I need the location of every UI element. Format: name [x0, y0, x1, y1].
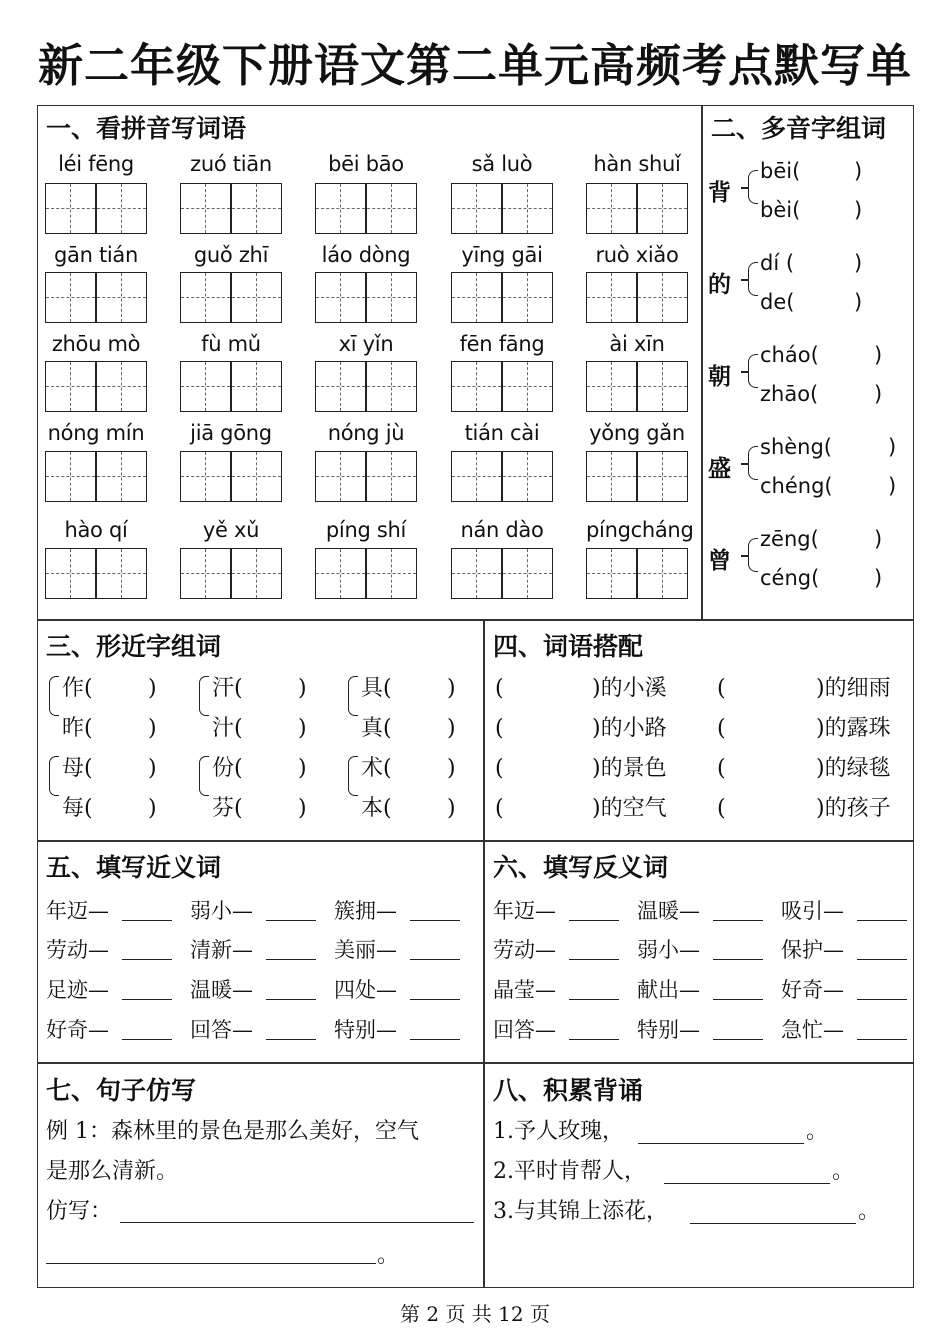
answer-blank[interactable]	[713, 959, 763, 960]
divider-h-2	[37, 840, 914, 842]
brace-tick-icon	[741, 555, 748, 557]
divider-v-s1s2	[701, 105, 703, 620]
answer-blank[interactable]	[122, 920, 172, 921]
answer-blank[interactable]	[122, 959, 172, 960]
grid-guide-line	[527, 184, 528, 233]
grid-guide-line	[340, 273, 341, 322]
paren-open: (	[495, 716, 504, 741]
paren-close: )	[854, 290, 863, 314]
polyphone-reading: zhāo(	[760, 382, 819, 406]
paren-close: )	[874, 382, 883, 406]
polyphone-reading: bēi(	[760, 159, 801, 183]
answer-blank[interactable]	[664, 1183, 830, 1184]
paren-open: (	[717, 716, 726, 741]
answer-blank[interactable]	[266, 1039, 316, 1040]
brace-icon	[748, 170, 758, 204]
polyphone-reading: dí (	[760, 251, 795, 275]
grid-guide-line	[316, 208, 416, 209]
writing-grid-box[interactable]	[180, 361, 282, 412]
end-mark: 。	[806, 1119, 829, 1144]
grid-guide-line	[611, 549, 612, 598]
grid-guide-line	[452, 573, 552, 574]
match-phrase: )的绿毯	[816, 756, 891, 781]
imitate-label: 仿写：	[46, 1199, 113, 1224]
answer-blank[interactable]	[122, 1039, 172, 1040]
similar-char: 本(	[361, 796, 392, 821]
page-title: 新二年级下册语文第二单元高频考点默写单	[37, 39, 912, 92]
pinyin-label: nóng jù	[327, 421, 405, 445]
polyphone-reading: chéng(	[760, 474, 833, 498]
answer-blank[interactable]	[638, 1143, 804, 1144]
writing-grid-box[interactable]	[45, 548, 147, 599]
paren-close: )	[874, 566, 883, 590]
match-phrase: )的细雨	[816, 676, 891, 701]
similar-char: 具(	[361, 676, 392, 701]
brace-icon	[748, 538, 758, 572]
answer-blank[interactable]	[713, 920, 763, 921]
grid-guide-line	[587, 297, 687, 298]
grid-guide-line	[587, 208, 687, 209]
end-mark: 。	[858, 1199, 881, 1224]
pinyin-label: láo dòng	[321, 243, 411, 267]
grid-guide-line	[587, 476, 687, 477]
similar-char: 真(	[361, 716, 392, 741]
answer-blank[interactable]	[713, 1039, 763, 1040]
writing-grid-box[interactable]	[180, 183, 282, 234]
match-phrase: )的露珠	[816, 716, 891, 741]
paren-open: (	[495, 676, 504, 701]
answer-blank[interactable]	[569, 920, 619, 921]
word-prompt: 劳动—	[46, 938, 109, 962]
writing-grid-box[interactable]	[451, 272, 553, 323]
example-sentence-line2: 是那么清新。	[46, 1159, 179, 1184]
section5-title: 五、填写近义词	[46, 853, 222, 882]
grid-guide-line	[611, 273, 612, 322]
grid-guide-line	[70, 452, 71, 501]
recitation-prompt: 3.与其锦上添花，	[493, 1199, 668, 1224]
pinyin-label: tián cài	[464, 421, 540, 445]
writing-grid-box[interactable]	[315, 548, 417, 599]
brace-icon	[748, 354, 758, 388]
paren-open: (	[717, 756, 726, 781]
paren-close: )	[888, 474, 897, 498]
brace-tick-icon	[741, 463, 748, 465]
word-prompt: 特别—	[637, 1018, 700, 1042]
grid-guide-line	[121, 273, 122, 322]
word-prompt: 保护—	[781, 938, 844, 962]
paren-close: )	[447, 716, 456, 741]
grid-guide-line	[316, 297, 416, 298]
divider-h-1	[37, 619, 914, 621]
answer-blank[interactable]	[713, 999, 763, 1000]
answer-blank[interactable]	[857, 999, 907, 1000]
writing-grid-box[interactable]	[586, 548, 688, 599]
grid-guide-line	[181, 573, 281, 574]
section2-title: 二、多音字组词	[711, 114, 887, 143]
writing-grid-box[interactable]	[180, 451, 282, 502]
grid-guide-line	[476, 452, 477, 501]
writing-grid-box[interactable]	[315, 183, 417, 234]
pinyin-label: ài xīn	[609, 332, 665, 356]
grid-guide-line	[340, 549, 341, 598]
brace-tick-icon	[741, 187, 748, 189]
grid-guide-line	[662, 184, 663, 233]
writing-grid-box[interactable]	[315, 272, 417, 323]
grid-guide-line	[181, 208, 281, 209]
grid-guide-line	[205, 273, 206, 322]
answer-blank[interactable]	[569, 1039, 619, 1040]
writing-grid-box[interactable]	[45, 272, 147, 323]
section6-title: 六、填写反义词	[493, 853, 669, 882]
paren-open: (	[495, 796, 504, 821]
match-phrase: )的小溪	[592, 676, 667, 701]
grid-guide-line	[611, 452, 612, 501]
polyphone-reading: de(	[760, 290, 795, 314]
grid-guide-line	[205, 549, 206, 598]
writing-grid-box[interactable]	[451, 183, 553, 234]
writing-grid-box[interactable]	[45, 183, 147, 234]
pinyin-label: zhōu mò	[51, 332, 141, 356]
match-phrase: )的景色	[592, 756, 667, 781]
pinyin-label: hào qí	[64, 518, 128, 542]
grid-guide-line	[256, 549, 257, 598]
brace-tick-icon	[741, 371, 748, 373]
grid-guide-line	[662, 362, 663, 411]
answer-blank[interactable]	[266, 959, 316, 960]
pinyin-label: yǒng gǎn	[589, 421, 685, 445]
grid-guide-line	[527, 549, 528, 598]
recitation-prompt: 1.予人玫瑰，	[493, 1119, 624, 1144]
section3-title: 三、形近字组词	[46, 632, 222, 661]
grid-guide-line	[46, 573, 146, 574]
word-prompt: 好奇—	[46, 1018, 109, 1042]
paren-open: (	[495, 756, 504, 781]
match-phrase: )的空气	[592, 796, 667, 821]
pinyin-label: léi fēng	[58, 152, 134, 176]
match-phrase: )的小路	[592, 716, 667, 741]
grid-guide-line	[181, 297, 281, 298]
grid-guide-line	[46, 208, 146, 209]
grid-guide-line	[476, 184, 477, 233]
paren-close: )	[148, 716, 157, 741]
writing-grid-box[interactable]	[586, 183, 688, 234]
grid-guide-line	[611, 362, 612, 411]
grid-guide-line	[316, 573, 416, 574]
pinyin-label: hàn shuǐ	[593, 152, 681, 176]
grid-guide-line	[181, 386, 281, 387]
grid-guide-line	[527, 452, 528, 501]
polyphone-char: 朝	[708, 363, 731, 390]
grid-guide-line	[316, 476, 416, 477]
brace-icon	[348, 756, 358, 796]
polyphone-char: 的	[708, 271, 731, 298]
grid-guide-line	[256, 184, 257, 233]
paren-close: )	[298, 796, 307, 821]
grid-guide-line	[476, 362, 477, 411]
word-prompt: 清新—	[190, 938, 253, 962]
grid-guide-line	[121, 362, 122, 411]
grid-guide-line	[476, 549, 477, 598]
similar-char: 术(	[361, 756, 392, 781]
imitate-blank-1[interactable]	[120, 1222, 474, 1223]
brace-icon	[199, 756, 209, 796]
grid-guide-line	[70, 273, 71, 322]
word-prompt: 劳动—	[493, 938, 556, 962]
pinyin-label: fù mǔ	[201, 332, 261, 356]
grid-guide-line	[391, 452, 392, 501]
divider-h-3	[37, 1062, 914, 1064]
word-prompt: 四处—	[334, 978, 397, 1002]
paren-close: )	[874, 343, 883, 367]
grid-guide-line	[70, 362, 71, 411]
grid-guide-line	[256, 362, 257, 411]
grid-guide-line	[121, 452, 122, 501]
grid-guide-line	[181, 476, 281, 477]
polyphone-reading: zēng(	[760, 527, 819, 551]
pinyin-label: ruò xiǎo	[595, 243, 679, 267]
example-sentence-line1: 例 1：森林里的景色是那么美好，空气	[46, 1119, 419, 1144]
paren-close: )	[298, 676, 307, 701]
writing-grid-box[interactable]	[180, 272, 282, 323]
grid-guide-line	[452, 208, 552, 209]
word-prompt: 弱小—	[637, 938, 700, 962]
section4-title: 四、词语搭配	[493, 632, 644, 661]
paren-close: )	[854, 198, 863, 222]
grid-guide-line	[527, 273, 528, 322]
grid-guide-line	[316, 386, 416, 387]
brace-icon	[748, 446, 758, 480]
pinyin-label: gān tián	[53, 243, 139, 267]
pinyin-label: guǒ zhī	[193, 243, 269, 267]
answer-blank[interactable]	[690, 1223, 856, 1224]
word-prompt: 温暖—	[190, 978, 253, 1002]
answer-blank[interactable]	[410, 999, 460, 1000]
similar-char: 份(	[212, 756, 243, 781]
grid-guide-line	[476, 273, 477, 322]
writing-grid-box[interactable]	[451, 548, 553, 599]
grid-guide-line	[662, 549, 663, 598]
paren-close: )	[298, 756, 307, 781]
similar-char: 昨(	[62, 716, 93, 741]
brace-icon	[199, 676, 209, 716]
word-prompt: 足迹—	[46, 978, 109, 1002]
writing-grid-box[interactable]	[180, 548, 282, 599]
writing-grid-box[interactable]	[451, 361, 553, 412]
answer-blank[interactable]	[266, 920, 316, 921]
pinyin-label: píng shí	[325, 518, 407, 542]
grid-guide-line	[662, 273, 663, 322]
match-phrase: )的孩子	[816, 796, 891, 821]
word-prompt: 献出—	[637, 978, 700, 1002]
section8-title: 八、积累背诵	[493, 1076, 644, 1105]
grid-guide-line	[662, 452, 663, 501]
word-prompt: 特别—	[334, 1018, 397, 1042]
word-prompt: 好奇—	[781, 978, 844, 1002]
section7-title: 七、句子仿写	[46, 1076, 197, 1105]
answer-blank[interactable]	[410, 959, 460, 960]
similar-char: 汗(	[212, 676, 243, 701]
word-prompt: 美丽—	[334, 938, 397, 962]
pinyin-label: sǎ luò	[471, 152, 533, 176]
grid-guide-line	[611, 184, 612, 233]
writing-grid-box[interactable]	[315, 361, 417, 412]
word-prompt: 晶莹—	[493, 978, 556, 1002]
recitation-prompt: 2.平时肯帮人，	[493, 1159, 646, 1184]
grid-guide-line	[587, 573, 687, 574]
paren-close: )	[447, 676, 456, 701]
paren-close: )	[447, 796, 456, 821]
paren-open: (	[717, 796, 726, 821]
section1-title: 一、看拼音写词语	[46, 114, 247, 143]
imitate-end-mark: 。	[377, 1243, 400, 1268]
similar-char: 汁(	[212, 716, 243, 741]
grid-guide-line	[205, 184, 206, 233]
answer-blank[interactable]	[857, 1039, 907, 1040]
grid-guide-line	[46, 386, 146, 387]
grid-guide-line	[46, 476, 146, 477]
word-prompt: 回答—	[190, 1018, 253, 1042]
paren-close: )	[874, 527, 883, 551]
polyphone-char: 背	[708, 179, 731, 206]
writing-grid-box[interactable]	[45, 361, 147, 412]
brace-icon	[748, 262, 758, 296]
grid-guide-line	[205, 452, 206, 501]
answer-blank[interactable]	[410, 1039, 460, 1040]
grid-guide-line	[452, 476, 552, 477]
word-prompt: 簇拥—	[334, 899, 397, 923]
writing-grid-box[interactable]	[586, 451, 688, 502]
grid-guide-line	[121, 184, 122, 233]
writing-grid-box[interactable]	[45, 451, 147, 502]
word-prompt: 温暖—	[637, 899, 700, 923]
similar-char: 作(	[62, 676, 93, 701]
pinyin-label: bēi bāo	[328, 152, 404, 176]
grid-guide-line	[70, 549, 71, 598]
brace-icon	[348, 676, 358, 716]
similar-char: 母(	[62, 756, 93, 781]
grid-guide-line	[587, 386, 687, 387]
grid-guide-line	[452, 386, 552, 387]
grid-guide-line	[391, 362, 392, 411]
polyphone-reading: shèng(	[760, 435, 833, 459]
answer-blank[interactable]	[857, 959, 907, 960]
similar-char: 芬(	[212, 796, 243, 821]
grid-guide-line	[340, 452, 341, 501]
grid-guide-line	[70, 184, 71, 233]
polyphone-char: 盛	[708, 455, 731, 482]
answer-blank[interactable]	[857, 920, 907, 921]
imitate-blank-2[interactable]	[46, 1263, 376, 1264]
similar-char: 每(	[62, 796, 93, 821]
pinyin-label: xī yǐn	[338, 332, 394, 356]
grid-guide-line	[340, 184, 341, 233]
brace-icon	[49, 756, 59, 796]
grid-guide-line	[391, 184, 392, 233]
grid-guide-line	[340, 362, 341, 411]
paren-close: )	[148, 796, 157, 821]
word-prompt: 吸引—	[781, 899, 844, 923]
answer-blank[interactable]	[410, 920, 460, 921]
answer-blank[interactable]	[122, 999, 172, 1000]
grid-guide-line	[205, 362, 206, 411]
pinyin-label: fēn fāng	[459, 332, 545, 356]
word-prompt: 回答—	[493, 1018, 556, 1042]
pinyin-label: yě xǔ	[202, 518, 260, 542]
writing-grid-box[interactable]	[451, 451, 553, 502]
paren-close: )	[854, 159, 863, 183]
brace-tick-icon	[741, 279, 748, 281]
pinyin-label: nán dào	[460, 518, 544, 542]
grid-guide-line	[527, 362, 528, 411]
writing-grid-box[interactable]	[315, 451, 417, 502]
pinyin-label: píngcháng	[586, 518, 694, 542]
grid-guide-line	[391, 273, 392, 322]
paren-close: )	[447, 756, 456, 781]
answer-blank[interactable]	[266, 999, 316, 1000]
answer-blank[interactable]	[569, 999, 619, 1000]
grid-guide-line	[121, 549, 122, 598]
paren-close: )	[148, 676, 157, 701]
paren-close: )	[888, 435, 897, 459]
pinyin-label: yīng gāi	[461, 243, 543, 267]
polyphone-char: 曾	[708, 547, 731, 574]
brace-icon	[49, 676, 59, 716]
paren-close: )	[854, 251, 863, 275]
pinyin-label: zuó tiān	[190, 152, 272, 176]
grid-guide-line	[391, 549, 392, 598]
page-footer: 第 2 页 共 12 页	[400, 1302, 550, 1326]
word-prompt: 年迈—	[493, 899, 556, 923]
writing-grid-box[interactable]	[586, 272, 688, 323]
divider-v-mid	[483, 619, 485, 1288]
pinyin-label: jiā gōng	[190, 421, 272, 445]
answer-blank[interactable]	[569, 959, 619, 960]
polyphone-reading: céng(	[760, 566, 820, 590]
paren-open: (	[717, 676, 726, 701]
grid-guide-line	[46, 297, 146, 298]
polyphone-reading: cháo(	[760, 343, 819, 367]
word-prompt: 年迈—	[46, 899, 109, 923]
polyphone-reading: bèi(	[760, 198, 801, 222]
grid-guide-line	[452, 297, 552, 298]
paren-close: )	[148, 756, 157, 781]
end-mark: 。	[832, 1159, 855, 1184]
word-prompt: 急忙—	[781, 1018, 844, 1042]
writing-grid-box[interactable]	[586, 361, 688, 412]
grid-guide-line	[256, 273, 257, 322]
word-prompt: 弱小—	[190, 899, 253, 923]
grid-guide-line	[256, 452, 257, 501]
pinyin-label: nóng mín	[47, 421, 145, 445]
paren-close: )	[298, 716, 307, 741]
